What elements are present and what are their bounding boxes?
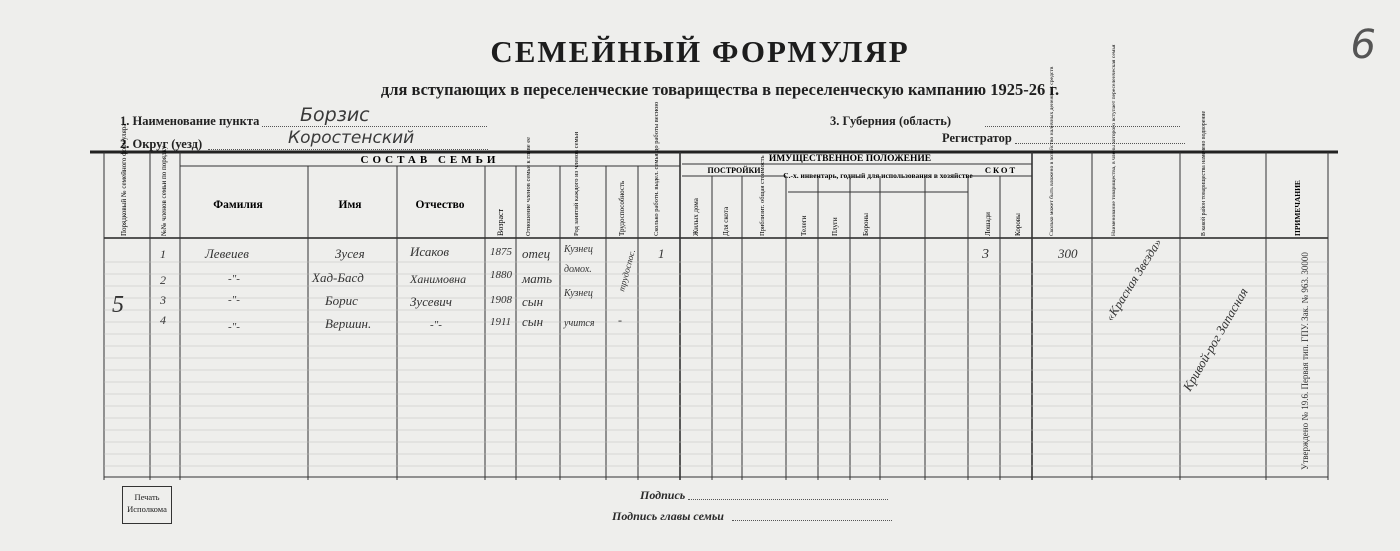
header-approx-value: Приблизит. общая стоимость [759,155,766,236]
member-1-patronymic: Исаков [410,244,450,259]
family-no-value: 5 [112,292,124,318]
member-1-no: 1 [160,247,166,261]
header-society: Наименование товарищества, в члены которого вступает переселенческая семья [1111,44,1117,236]
stamp-text-2: Исполкома [127,504,167,514]
member-4-patronymic: -"- [430,319,442,331]
header-buildings-group: ПОСТРОЙКИ [707,166,761,175]
member-1-surname: Левеиев [205,246,249,261]
society-value: «Красная Звезда» [1102,236,1165,324]
member-3-age: 1908 [490,294,512,306]
header-family-no: Порядковый № семейного формуляра [120,123,128,236]
signature-line [688,499,888,500]
member-1-workers: 1 [658,246,665,261]
okrug-value: Коростенский [288,128,415,148]
punkt-value: Борзис [300,104,370,126]
money-value: 300 [1058,246,1078,261]
stamp-text-1: Печать [134,492,160,502]
header-surname: Фамилия [213,199,263,211]
member-3-patronymic: Зусевич [410,294,452,309]
horses-value: 3 [982,247,989,262]
page-number: 6 [1350,22,1376,68]
member-1-relation: отец [522,246,551,261]
header-cattle-shed: Для скота [722,206,730,236]
member-3-name: Борис [325,293,358,308]
member-4-age: 1911 [490,316,512,328]
header-age: Возраст [496,208,505,236]
document-subtitle: для вступающих в переселенческие товарищества в переселенческую кампанию 1925-26 г. [380,80,1060,99]
punkt-label: 1. Наименование пункта [120,114,260,128]
member-2-occupation: домох. [564,264,592,275]
executive-committee-stamp-box [122,486,172,524]
header-notes: ПРИМЕЧАНИЕ [1293,180,1302,236]
member-2-surname: -"- [228,273,240,285]
member-4-no: 4 [160,313,166,327]
member-1-occupation: Кузнец [564,244,593,255]
document-title: СЕМЕЙНЫЙ ФОРМУЛЯР [490,34,910,69]
header-region: В какой район товарищества намечено водворение [1201,110,1207,236]
signature-label: Подпись [640,488,686,502]
member-4-name: Вершин. [325,316,372,331]
header-ability: Трудоспособность [618,180,626,236]
member-4-surname: -"- [228,321,240,333]
header-harrows: Бороны [862,213,870,236]
head-signature-line [732,520,892,521]
member-2-no: 2 [160,273,166,287]
header-patronymic: Отчество [415,199,465,211]
member-1-age: 1875 [490,246,512,258]
header-name: Имя [338,199,362,211]
member-2-name: Хад-Басд [312,270,364,285]
member-4-ability: - [618,313,622,327]
member-4-occupation: учится [564,318,595,329]
member-3-occupation: Кузнец [564,288,593,299]
member-1-name: Зусея [335,246,365,261]
header-carts: Телеги [800,215,808,236]
member-3-relation: сын [522,294,544,309]
header-property-group: ИМУЩЕСТВЕННОЕ ПОЛОЖЕНИЕ [768,154,932,164]
header-house: Жилых дома [692,198,700,236]
header-inventory-group: С.-х. инвентарь, годный для использования в хозяйстве [783,171,973,180]
okrug-label: 2. Округ (уезд) [120,137,203,151]
header-family-group: СОСТАВ СЕМЬИ [360,154,500,166]
member-1-ability: трудоспос. [616,248,638,293]
member-3-surname: -"- [228,294,240,306]
member-4-relation: сын [522,314,544,329]
header-money: Сколько может быть вложено в хозяйство наличных денежных средств [1049,66,1055,236]
guberniya-label: 3. Губерния (область) [830,114,952,128]
header-livestock-group: СКОТ [984,165,1018,175]
head-signature-label: Подпись главы семьи [612,509,724,523]
member-2-age: 1880 [490,269,512,281]
header-cows: Коровы [1014,213,1022,236]
member-2-relation: мать [522,271,553,286]
header-occupation: Род занятий каждого из членов семьи [573,131,580,236]
member-2-patronymic: Ханимовна [410,272,467,286]
header-horses: Лошади [984,212,992,236]
header-member-no: №№ членов семьи по порядку [160,145,168,236]
member-3-no: 3 [160,293,166,307]
header-ploughs: Плуги [831,217,839,236]
region-value: Кривой-рог Запасная [1179,285,1251,394]
registrator-label: Регистратор [942,131,1012,145]
print-side-note: Утверждено № 19.6. Первая тип. ГПУ. Зак. № 963. 30000 [1300,252,1310,470]
header-relation: Отношение членов семьи к главе ее [525,136,532,236]
header-workers: Сколько работн. выдел. семья до работы весною [653,101,660,236]
